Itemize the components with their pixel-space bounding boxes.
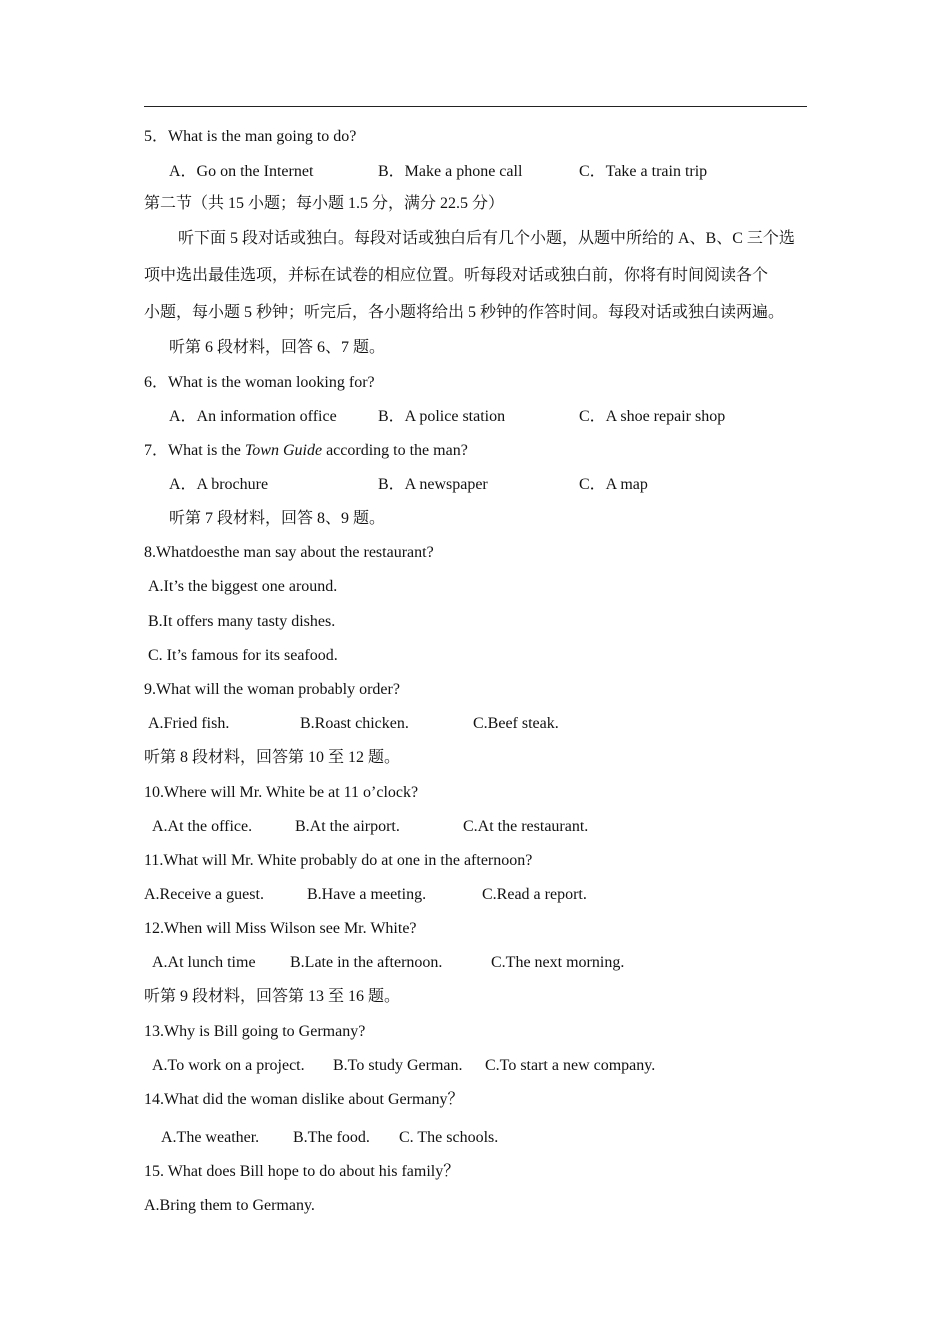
question-10-option-c: C.At the restaurant. [463, 818, 589, 835]
question-7-stem-title: Town Guide [244, 442, 323, 459]
material-8-label: 听第 8 段材料，回答第 10 至 12 题。 [144, 749, 401, 766]
question-13-stem: 13.Why is Bill going to Germany? [144, 1023, 366, 1040]
question-7-stem [144, 441, 468, 461]
question-7-stem-prefix: 7．What is the [144, 442, 245, 459]
material-7-label: 听第 7 段材料，回答 8、9 题。 [169, 510, 386, 527]
question-7-option-a: A．A brochure [169, 476, 269, 493]
header-rule [144, 106, 807, 107]
question-10-option-a: A.At the office. [152, 818, 253, 835]
question-13-option-b: B.To study German. [333, 1057, 463, 1074]
question-8-option-c: C. It’s famous for its seafood. [148, 647, 338, 664]
question-5-option-a: A．Go on the Internet [169, 163, 314, 180]
question-6-option-c: C．A shoe repair shop [579, 408, 726, 425]
question-12-option-c: C.The next morning. [491, 954, 625, 971]
question-11-option-a: A.Receive a guest. [144, 886, 264, 903]
section-2-instruction-line-2: 项中选出最佳选项，并标在试卷的相应位置。听每段对话或独白前，你将有时间阅读各个 [144, 267, 769, 284]
question-12-option-b: B.Late in the afternoon. [290, 954, 443, 971]
question-7-stem-suffix: according to the man? [322, 442, 468, 459]
question-15-option-a: A.Bring them to Germany. [144, 1197, 315, 1214]
question-13-option-c: C.To start a new company. [485, 1057, 656, 1074]
question-14-option-c: C. The schools. [399, 1129, 499, 1146]
question-9-option-c: C.Beef steak. [473, 715, 559, 732]
material-9-label: 听第 9 段材料，回答第 13 至 16 题。 [144, 988, 401, 1005]
question-8-option-b: B.It offers many tasty dishes. [148, 613, 336, 630]
question-5-option-b: B．Make a phone call [378, 163, 523, 180]
section-2-instruction-line-3: 小题，每小题 5 秒钟；听完后，各小题将给出 5 秒钟的作答时间。每段对话或独白读两遍。 [144, 304, 785, 321]
material-6-label: 听第 6 段材料，回答 6、7 题。 [169, 339, 386, 356]
question-8-option-a: A.It’s the biggest one around. [148, 578, 338, 595]
question-8-stem: 8.Whatdoesthe man say about the restaurant? [144, 544, 434, 561]
question-10-stem: 10.Where will Mr. White be at 11 o’clock? [144, 784, 419, 801]
question-6-option-a: A．An information office [169, 408, 337, 425]
question-5-option-c: C．Take a train trip [579, 163, 708, 180]
question-9-option-b: B.Roast chicken. [300, 715, 409, 732]
question-11-stem: 11.What will Mr. White probably do at one in the afternoon? [144, 852, 533, 869]
question-12-stem: 12.When will Miss Wilson see Mr. White? [144, 920, 417, 937]
question-14-stem: 14.What did the woman dislike about Germany？ [144, 1091, 464, 1108]
question-7-option-c: C．A map [579, 476, 648, 493]
question-7-option-b: B．A newspaper [378, 476, 488, 493]
question-15-stem: 15. What does Bill hope to do about his family？ [144, 1163, 460, 1180]
question-6-stem: 6．What is the woman looking for? [144, 374, 375, 391]
question-10-option-b: B.At the airport. [295, 818, 400, 835]
question-9-stem: 9.What will the woman probably order? [144, 681, 400, 698]
question-11-option-c: C.Read a report. [482, 886, 587, 903]
question-9-option-a: A.Fried fish. [148, 715, 230, 732]
section-2-heading: 第二节（共 15 小题；每小题 1.5 分，满分 22.5 分） [144, 195, 505, 212]
question-6-option-b: B．A police station [378, 408, 506, 425]
question-14-option-b: B.The food. [293, 1129, 370, 1146]
question-14-option-a: A.The weather. [161, 1129, 260, 1146]
section-2-instruction-line-1: 听下面 5 段对话或独白。每段对话或独白后有几个小题，从题中所给的 A、B、C 三个选 [178, 230, 795, 247]
question-13-option-a: A.To work on a project. [152, 1057, 305, 1074]
question-5-stem: 5．What is the man going to do? [144, 128, 357, 145]
question-12-option-a: A.At lunch time [152, 954, 256, 971]
question-11-option-b: B.Have a meeting. [307, 886, 427, 903]
